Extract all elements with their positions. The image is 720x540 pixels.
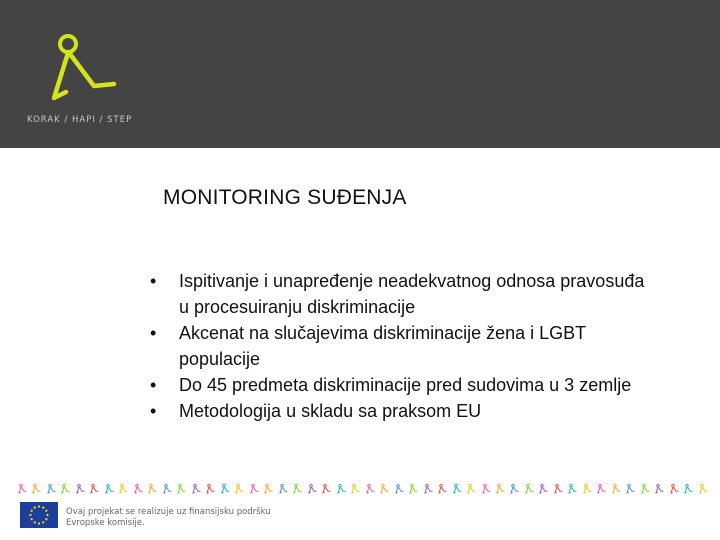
small-figure-icon xyxy=(438,484,447,494)
bullet-text: Ispitivanje i unapređenje neadekvatnog odnosa pravosuđa u procesuiranju diskriminacije xyxy=(179,271,645,317)
header-banner xyxy=(0,0,720,148)
small-figure-icon xyxy=(47,484,56,494)
small-figure-icon xyxy=(510,484,519,494)
small-figure-icon xyxy=(235,484,244,494)
slide-title: MONITORING SUĐENJA xyxy=(163,186,407,209)
small-figure-icon xyxy=(18,484,27,494)
small-figure-icon xyxy=(61,484,70,494)
bullet-dot: • xyxy=(150,401,157,421)
small-figure-icon xyxy=(424,484,433,494)
bullet-item xyxy=(150,320,650,372)
bullet-item xyxy=(150,398,650,424)
small-figure-icon xyxy=(221,484,230,494)
small-figure-icon xyxy=(163,484,172,494)
small-figure-icon xyxy=(453,484,462,494)
small-figure-icon xyxy=(684,484,693,494)
small-figure-icon xyxy=(337,484,346,494)
small-figure-icon xyxy=(525,484,534,494)
small-figure-icon xyxy=(192,484,201,494)
small-figure-icon xyxy=(351,484,360,494)
bullet-item xyxy=(150,372,650,398)
small-figure-icon xyxy=(496,484,505,494)
bullet-dot: • xyxy=(150,323,157,343)
small-figure-icon xyxy=(568,484,577,494)
small-figure-icon xyxy=(670,484,679,494)
small-figure-icon xyxy=(409,484,418,494)
bullet-dot: • xyxy=(150,375,157,395)
small-figure-icon xyxy=(148,484,157,494)
small-figure-icon xyxy=(206,484,215,494)
small-figure-icon xyxy=(554,484,563,494)
small-figure-icon xyxy=(366,484,375,494)
eu-text-line: Evropske komisije. xyxy=(66,518,145,528)
small-figure-icon xyxy=(293,484,302,494)
small-figure-icon xyxy=(467,484,476,494)
small-figure-icon xyxy=(76,484,85,494)
small-figure-icon xyxy=(655,484,664,494)
small-figure-icon xyxy=(119,484,128,494)
bullet-item xyxy=(150,268,650,320)
decorative-figures-row xyxy=(18,482,708,496)
logo-text: KORAK / HAPI / STEP xyxy=(27,115,133,125)
small-figure-icon xyxy=(395,484,404,494)
small-figure-icon xyxy=(583,484,592,494)
bullet-dot: • xyxy=(150,271,157,291)
small-figure-icon xyxy=(105,484,114,494)
eu-flag-icon xyxy=(20,502,58,528)
small-figure-icon xyxy=(322,484,331,494)
small-figure-icon xyxy=(134,484,143,494)
small-figure-icon xyxy=(612,484,621,494)
small-figure-icon xyxy=(482,484,491,494)
walking-figure-icon xyxy=(44,32,124,104)
small-figure-icon xyxy=(308,484,317,494)
small-figure-icon xyxy=(177,484,186,494)
bullet-list xyxy=(150,268,650,424)
bullet-text: Akcenat na slučajevima diskriminacije žena i LGBT populacije xyxy=(179,323,586,369)
small-figure-icon xyxy=(539,484,548,494)
small-figure-icon xyxy=(279,484,288,494)
small-figure-icon xyxy=(597,484,606,494)
eu-text-line: Ovaj projekat se realizuje uz finansijsku podršku xyxy=(66,507,271,517)
small-figure-icon xyxy=(641,484,650,494)
small-figure-icon xyxy=(380,484,389,494)
small-figure-icon xyxy=(250,484,259,494)
bullet-text: Metodologija u skladu sa praksom EU xyxy=(179,401,482,421)
small-figure-icon xyxy=(626,484,635,494)
small-figure-icon xyxy=(264,484,273,494)
bullet-text: Do 45 predmeta diskriminacije pred sudovima u 3 zemlje xyxy=(179,375,632,395)
eu-funding-text xyxy=(66,507,271,529)
small-figure-icon xyxy=(32,484,41,494)
small-figure-icon xyxy=(699,484,708,494)
small-figure-icon xyxy=(90,484,99,494)
